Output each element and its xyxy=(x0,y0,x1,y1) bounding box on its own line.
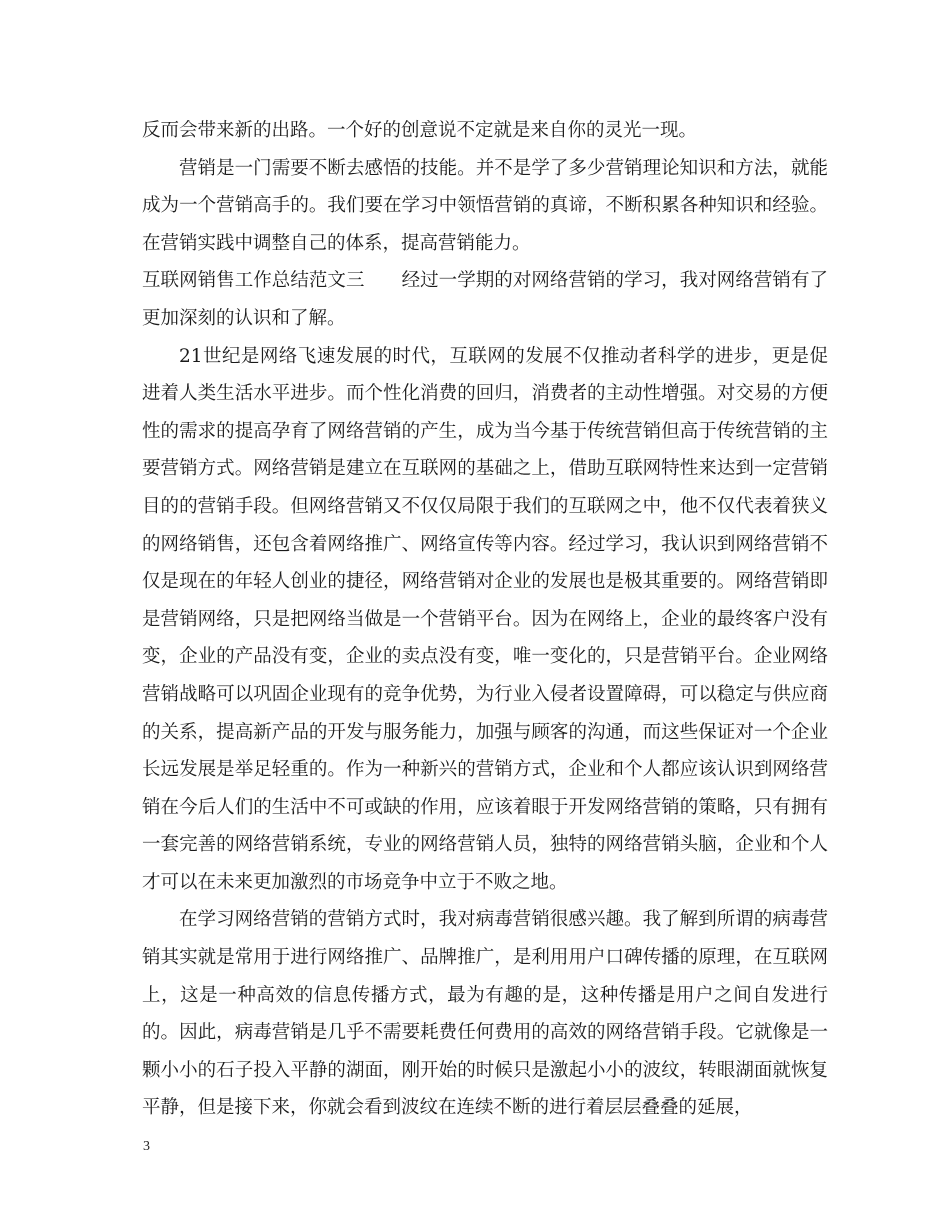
body-text xyxy=(142,112,828,1127)
paragraph-5: 在学习网络营销的营销方式时，我对病毒营销很感兴趣。我了解到所谓的病毒营销其实就是常用于进行网络推广、品牌推广，是利用用户口碑传播的原理，在互联网上，这是一种高效的信息传播方式，最为有趣的是，这种传播是用户之间自发进行的。因此，病毒营销是几乎不需要耗费任何费用的高效的网络营销手段。它就像是一颗小小的石子投入平静的湖面，刚开始的时候只是激起小小的波纹，转眼湖面就恢复平静，但是接下来，你就会看到波纹在连续不断的进行着层层叠叠的延展， xyxy=(142,909,828,1119)
paragraph-1: 反而会带来新的出路。一个好的创意说不定就是来自你的灵光一现。 xyxy=(142,120,698,141)
page-number: 3 xyxy=(143,1139,150,1154)
paragraph-2: 营销是一门需要不断去感悟的技能。并不是学了多少营销理论知识和方法，就能成为一个营销高手的。我们要在学习中领悟营销的真谛，不断积累各种知识和经验。在营销实践中调整自己的体系，提高营销能力。 xyxy=(142,157,828,254)
paragraph-4: 21世纪是网络飞速发展的时代，互联网的发展不仅推动者科学的进步，更是促进着人类生活水平进步。而个性化消费的回归，消费者的主动性增强。对交易的方便性的需求的提高孕育了网络营销的产生，成为当今基于传统营销但高于传统营销的主要营销方式。网络营销是建立在互联网的基础之上，借助互联网特性来达到一定营销目的的营销手段。但网络营销又不仅仅局限于我们的互联网之中，他不仅代表着狭义的网络销售，还包含着网络推广、网络宣传等内容。经过学习，我认识到网络营销不仅是现在的年轻人创业的捷径，网络营销对企业的发展也是极其重要的。网络营销即是营销网络，只是把网络当做是一个营销平台。因为在网络上，企业的最终客户没有变，企业的产品没有变，企业的卖点没有变，唯一变化的，只是营销平台。企业网络营销战略可以巩固企业现有的竞争优势，为行业入侵者设置障碍，可以稳定与供应商的关系，提高新产品的开发与服务能力，加强与顾客的沟通，而这些保证对一个企业长远发展是举足轻重的。作为一种新兴的营销方式，企业和个人都应该认识到网络营销在今后人们的生活中不可或缺的作用，应该着眼于开发网络营销的策略，只有拥有一套完善的网络营销系统，专业的网络营销人员，独特的网络营销头脑，企业和个人才可以在未来更加激烈的市场竞争中立于不败之地。 xyxy=(142,345,828,893)
paragraph-3-heading: 互联网销售工作总结范文三 经过一学期的对网络营销的学习，我对网络营销有了更加深刻的认识和了解。 xyxy=(142,270,828,329)
